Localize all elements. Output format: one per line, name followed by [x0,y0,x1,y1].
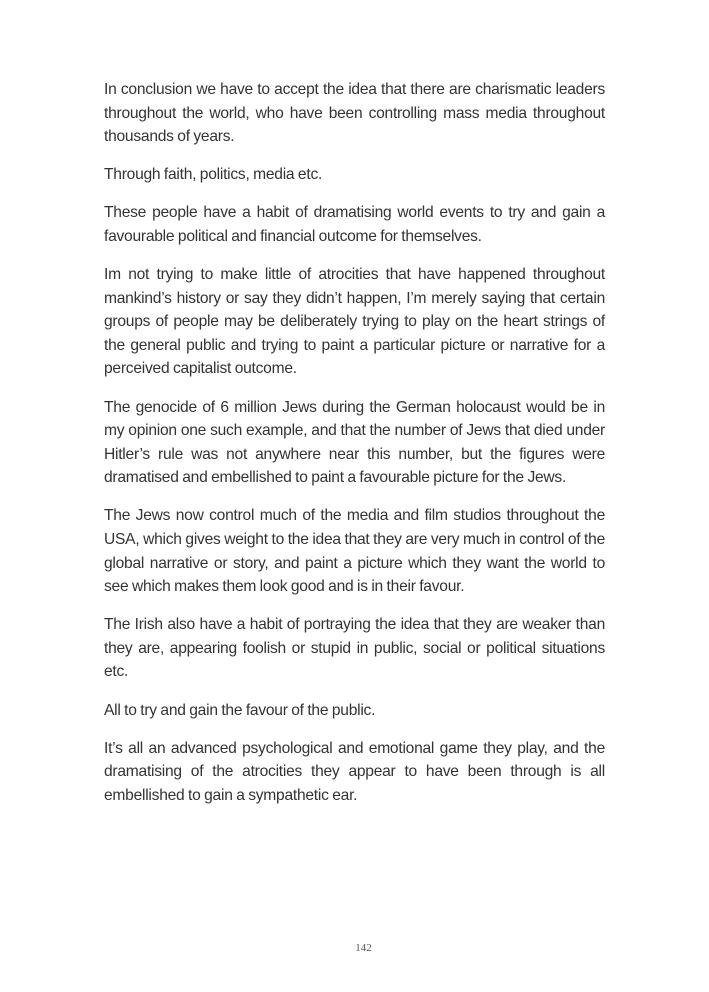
paragraph: Through faith, politics, media etc. [104,166,323,184]
paragraph: Im not trying to make little of atrocities that have happened throughout mankind’s history or say they didn’t happen, I’m merely saying that certain groups of people may be deliberately trying to play on the heart strings of the general public and trying to paint a particular picture or narrative for a perceived capitalist outcome. [104,266,605,378]
paragraph: In conclusion we have to accept the idea that there are charismatic leaders throughout the world, who have been controlling mass media throughout thousands of years. [104,81,605,146]
paragraph: The Irish also have a habit of portraying the idea that they are weaker than they are, appearing foolish or stupid in public, social or political situations etc. [104,616,605,681]
paragraph: All to try and gain the favour of the public. [104,701,376,719]
paragraph: The genocide of 6 million Jews during the German holocaust would be in my opinion one such example, and that the number of Jews that died under Hitler’s rule was not anywhere near this number, but the figures were dramatised and embellished to paint a favourable picture for the Jews. [104,398,605,487]
paragraph: The Jews now control much of the media and film studios throughout the USA, which gives weight to the idea that they are very much in control of the global narrative or story, and paint a picture which they want the world to see which makes them look good and is in their favour. [104,507,605,596]
paragraph: These people have a habit of dramatising world events to try and gain a favourable political and financial outcome for themselves. [104,204,605,245]
page-body-text [104,78,605,822]
paragraph: It’s all an advanced psychological and emotional game they play, and the dramatising of the atrocities they appear to have been through is all embellished to gain a sympathetic ear. [104,739,605,804]
page-number: 142 [355,942,372,954]
